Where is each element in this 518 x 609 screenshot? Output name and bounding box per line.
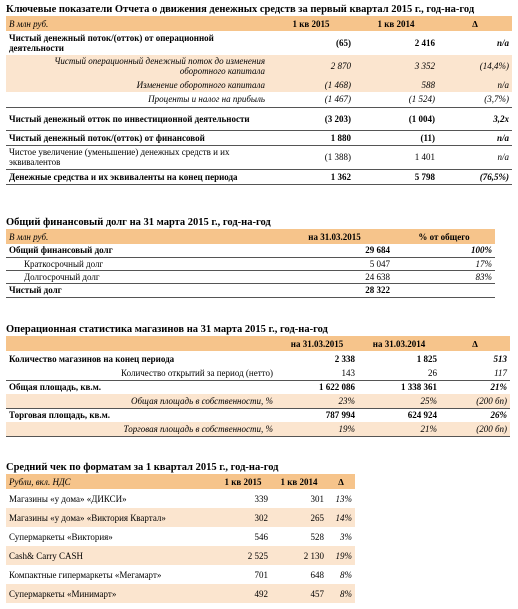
cell-delta: 3% [340,531,352,542]
cell-delta: n/a [496,38,509,48]
cell-value: 624 924 [358,408,440,422]
check-unit-row [6,474,355,489]
cell-value: (11) [354,130,438,145]
cell-value: 528 [310,531,324,542]
table-row [6,244,495,257]
cell-delta: (200 бп) [440,394,510,408]
row-label: Торговая площадь, кв.м. [6,408,276,422]
table-row [6,508,355,527]
cell-delta: (200 бп) [440,422,510,436]
cell-value: (3 203) [268,107,354,130]
table-row [6,584,355,603]
col-header: 1 кв 2014 [354,16,438,31]
unit-label: Рубли, вкл. НДС [6,474,215,489]
row-label: Чистый денежный поток/(отток) от финансовой [6,130,268,145]
cell-value: 19% [276,422,358,436]
cell-value: 143 [341,367,355,378]
cashflow-unit-row [6,16,512,31]
table-row [6,145,512,169]
cell-delta: (14,4%) [438,55,512,77]
cell-value: 1 622 086 [276,380,358,394]
cell-value: 546 [254,531,268,542]
cell-value: 25% [358,394,440,408]
cell-delta: 117 [494,367,507,378]
col-header: 1 кв 2015 [268,16,354,31]
cell-value: 26 [428,367,437,378]
debt-section [6,217,495,298]
cell-delta: (3,7%) [484,94,509,105]
stores-header-row [6,336,510,351]
stores-title: Операционная статистика магазинов на 31 марта 2015 г., год-на-год [6,324,328,335]
cell-value: 21% [358,422,440,436]
col-header: ∆ [327,474,355,489]
cell-value: 265 [271,508,327,527]
row-label: Чистый денежный поток/(отток) от операционной деятельности [9,33,214,53]
cell-value: 787 994 [276,408,358,422]
table-row [6,380,510,394]
unit-label: В млн руб. [6,16,268,31]
cell-value: (1 388) [268,145,354,169]
row-label: Магазины «у дома» «Виктория Квартал» [6,508,215,527]
cell-percent: 100% [471,245,492,256]
cell-value: 2 338 [334,353,355,364]
cell-delta: 8% [340,569,352,580]
row-label: Cash& Carry CASH [6,546,215,565]
table-row [6,422,510,436]
cell-delta: n/a [438,130,512,145]
table-row [6,55,512,77]
table-row [6,394,510,408]
cell-value: 5 798 [354,169,438,184]
row-label: Магазины «у дома» «ДИКСИ» [9,493,127,504]
table-row [6,257,495,270]
debt-title: Общий финансовый долг на 31 марта 2015 г., год-на-год [6,217,271,228]
check-section [6,462,355,603]
row-label: Супермаркеты «Виктория» [9,531,113,542]
col-header: 1 кв 2014 [271,474,327,489]
col-header: % от общего [393,229,495,244]
cell-delta: 3,2x [438,107,512,130]
row-label: Денежные средства и их эквиваленты на конец периода [6,169,268,184]
col-header: ∆ [440,336,510,351]
stores-table [6,336,510,437]
cell-value: 2 870 [268,55,354,77]
cell-delta: 13% [335,493,352,504]
table-row [6,366,510,380]
debt-unit-row [6,229,495,244]
table-row [6,77,512,92]
table-row [6,169,512,184]
cell-value: 588 [354,77,438,92]
cell-value: 302 [215,508,271,527]
cell-value: 457 [271,584,327,603]
check-table [6,474,355,603]
cell-value: 23% [276,394,358,408]
cell-delta: 26% [440,408,510,422]
cell-value: 1 362 [268,169,354,184]
col-header: на 31.03.2015 [276,229,393,244]
cell-value: 2 525 [215,546,271,565]
cell-value: (1 004) [354,107,438,130]
cell-value: 2 130 [271,546,327,565]
table-row [6,408,510,422]
row-label: Чистый долг [6,283,276,297]
cell-percent: 83% [393,270,495,283]
cell-delta: 21% [440,380,510,394]
cell-value: 5 047 [276,257,393,270]
row-label: Общая площадь в собственности, % [6,394,276,408]
table-row [6,527,355,546]
row-label: Общий финансовый долг [9,245,113,256]
row-label: Компактные гипермаркеты «Мегамарт» [9,569,162,580]
cell-value: 29 684 [365,245,390,256]
cell-delta: 513 [493,353,507,364]
row-label: Чистое увеличение (уменьшение) денежных средств и их эквивалентов [6,145,268,169]
cell-delta: 19% [327,546,355,565]
row-label: Чистый операционный денежный поток до изменения оборотного капитала [6,55,268,77]
row-label: Чистый денежный отток по инвестиционной деятельности [6,107,268,130]
table-row [6,92,512,107]
cell-value: 339 [254,493,268,504]
cell-value: 28 322 [276,283,393,297]
cell-value: 1 880 [268,130,354,145]
unit-label: В млн руб. [6,229,276,244]
row-label: Долгосрочный долг [6,270,276,283]
row-label: Супермаркеты «Минимарт» [6,584,215,603]
cell-value: 24 638 [276,270,393,283]
row-label: Торговая площадь в собственности, % [6,422,276,436]
row-label: Общая площадь, кв.м. [6,380,276,394]
cell-value: 3 352 [354,55,438,77]
cell-value: (1 524) [408,94,435,105]
cashflow-table [6,16,512,185]
table-row [6,130,512,145]
cell-value: 2 416 [414,38,435,48]
row-label: Изменение оборотного капитала [6,77,268,92]
cell-value: (1 467) [324,94,351,105]
cell-value: 1 338 361 [358,380,440,394]
cell-delta: (76,5%) [438,169,512,184]
table-row [6,31,512,55]
table-row [6,546,355,565]
cell-value: 301 [310,493,324,504]
debt-table [6,229,495,298]
row-label: Количество открытий за период (нетто) [121,367,273,378]
cashflow-section [6,4,512,185]
col-header: ∆ [438,16,512,31]
cell-delta: 8% [327,584,355,603]
row-label: Краткосрочный долг [6,257,276,270]
cell-value: 492 [215,584,271,603]
cell-delta: n/a [438,77,512,92]
cell-value: (1 468) [268,77,354,92]
table-row [6,489,355,508]
cell-value: 1 401 [354,145,438,169]
cell-percent: 17% [393,257,495,270]
table-row [6,283,495,297]
cell-value: (65) [336,38,351,48]
col-header: на 31.03.2014 [358,336,440,351]
cell-value: 701 [254,569,268,580]
cashflow-title: Ключевые показатели Отчета о движения денежных средств за первый квартал 2015 г., год-на-год [6,4,475,15]
col-header: 1 кв 2015 [215,474,271,489]
col-header: на 31.03.2015 [276,336,358,351]
cell-value: 648 [310,569,324,580]
cell-delta: n/a [438,145,512,169]
cell-percent [393,283,495,297]
stores-section [6,324,510,437]
table-row [6,351,510,366]
row-label: Проценты и налог на прибыль [148,94,265,105]
cell-value: 1 825 [416,353,437,364]
check-title: Средний чек по форматам за 1 квартал 2015 г., год-на-год [6,462,279,473]
table-row [6,270,495,283]
row-label: Количество магазинов на конец периода [9,353,175,364]
table-row [6,107,512,130]
cell-delta: 14% [327,508,355,527]
table-row [6,565,355,584]
